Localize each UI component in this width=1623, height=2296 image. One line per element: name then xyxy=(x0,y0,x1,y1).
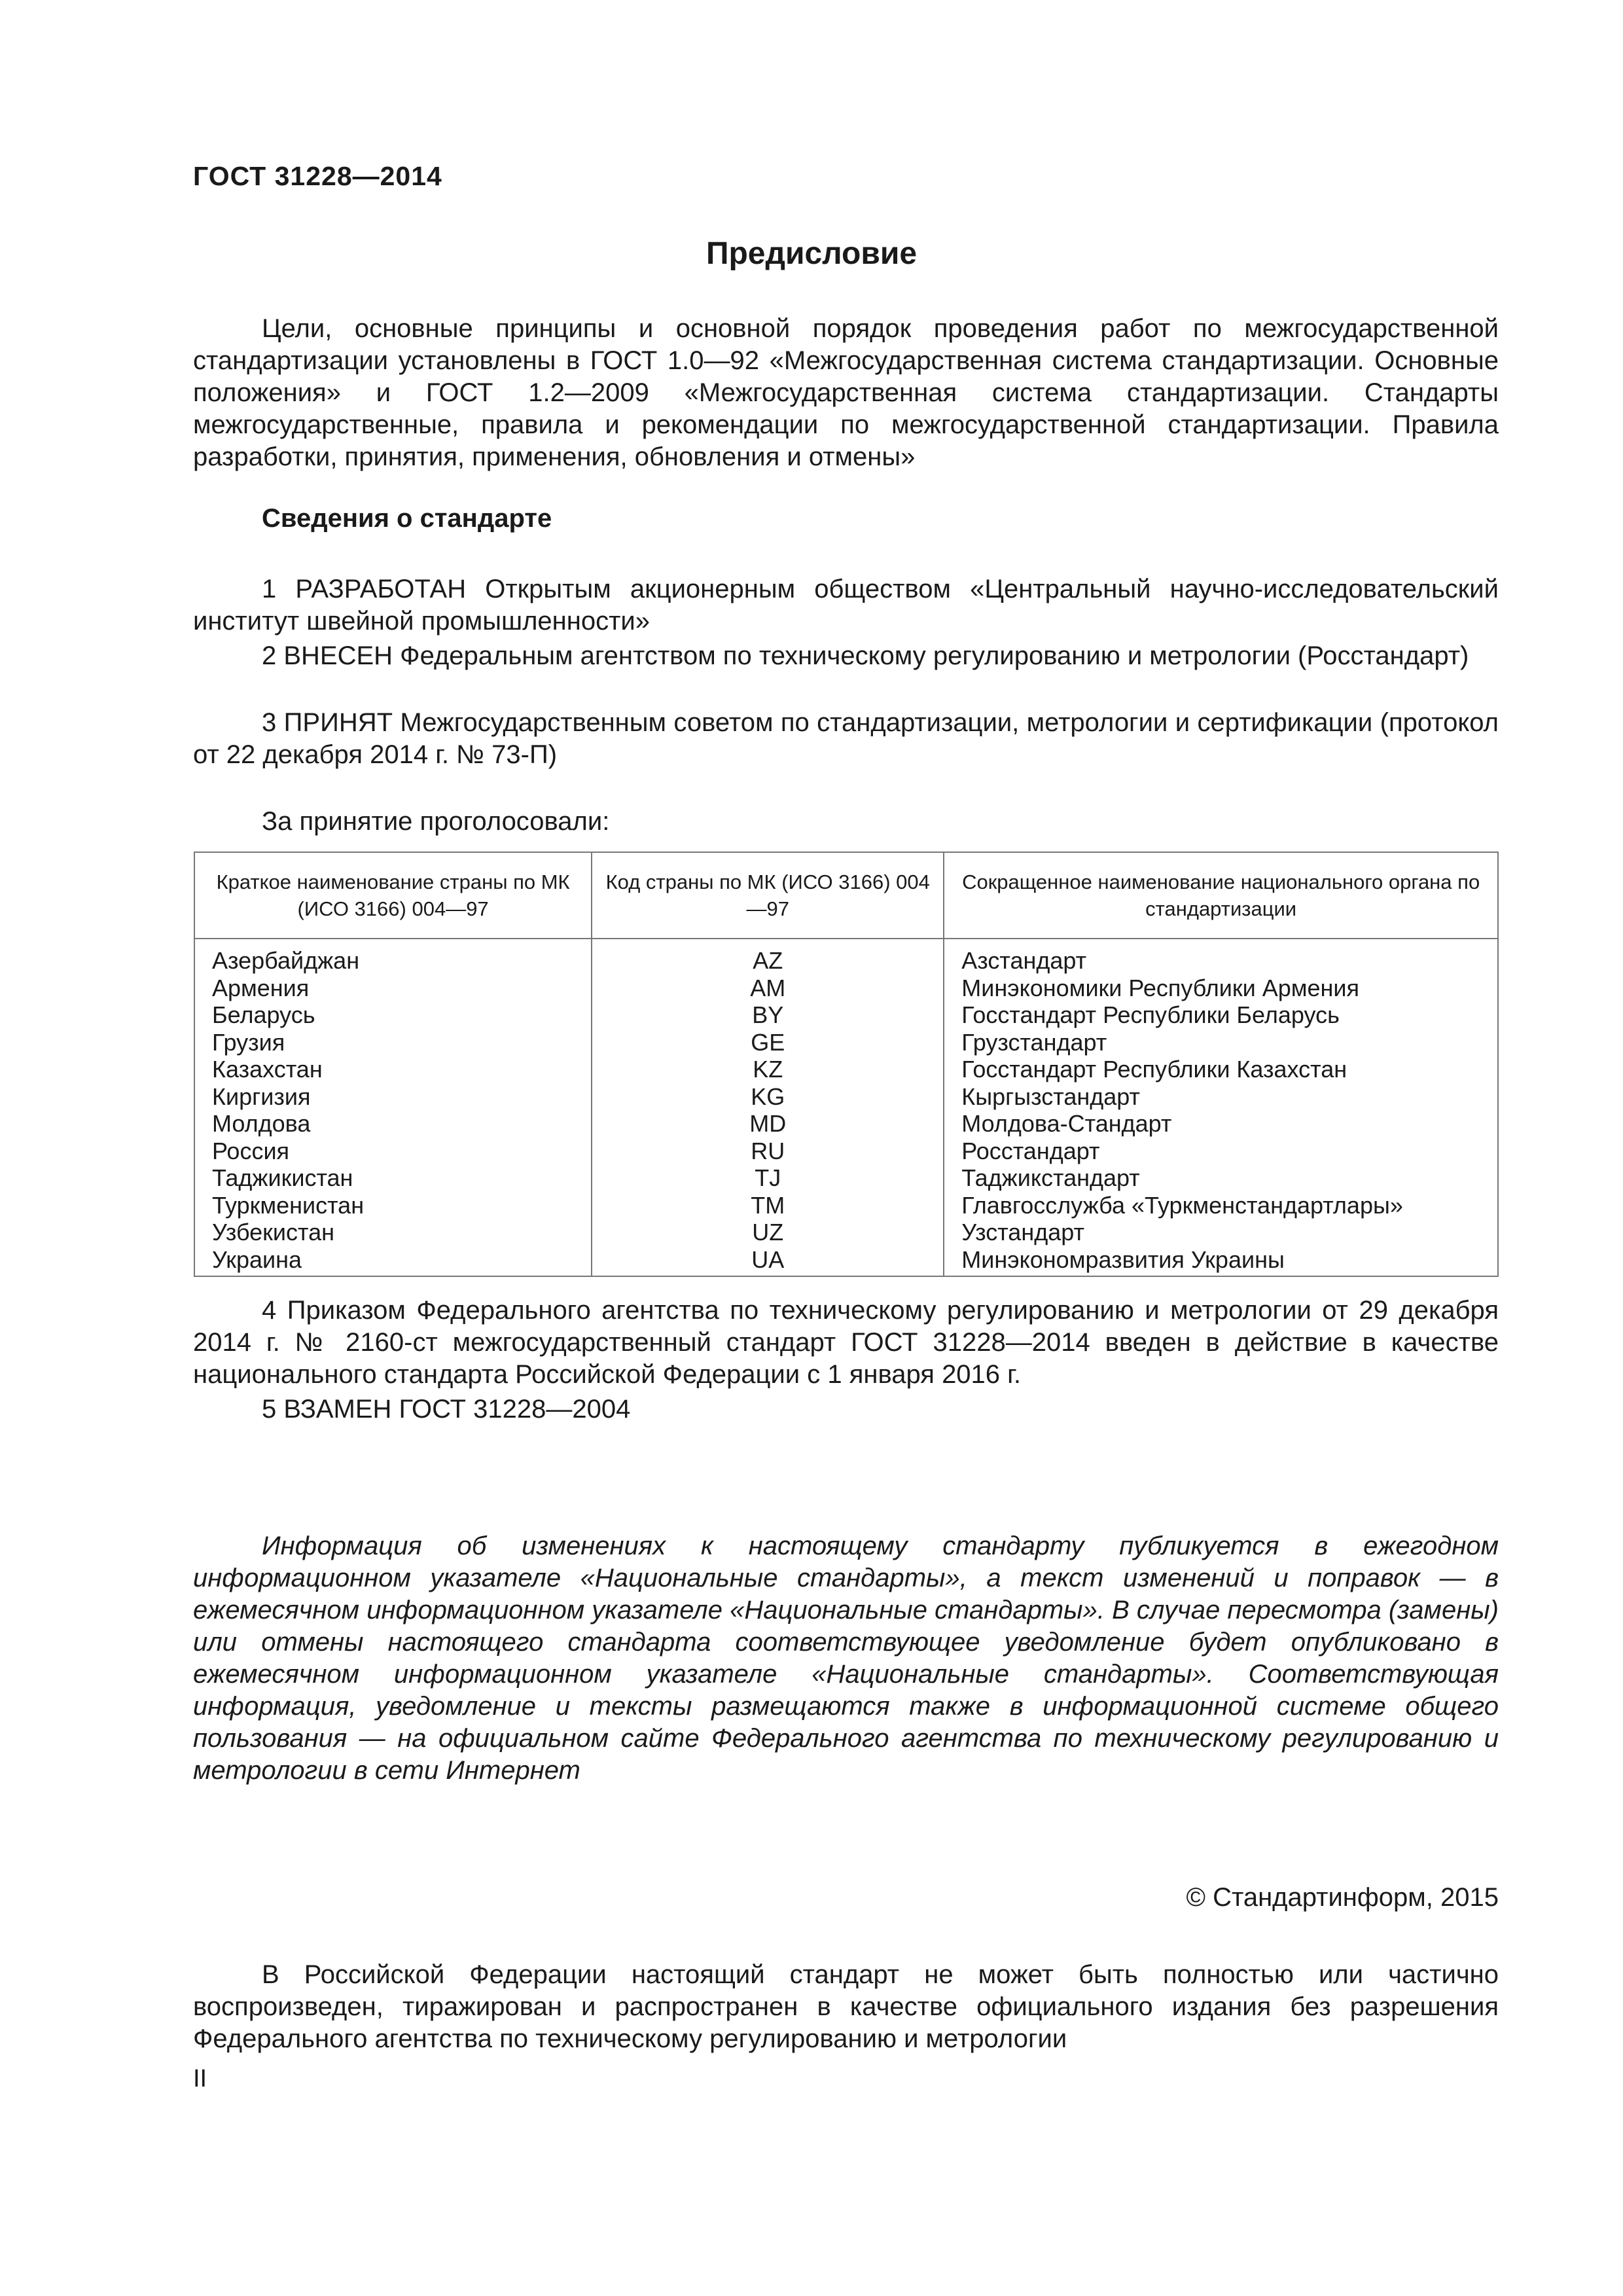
national-body-cell: Госстандарт Республики Беларусь xyxy=(944,1001,1498,1029)
item-3-paragraph: 3 ПРИНЯТ Межгосударственным советом по стандартизации, метрологии и сертификации (протокол от 22 декабря 2014 г. № 73-П) xyxy=(193,708,1499,769)
country-name-cell: Украина xyxy=(194,1246,592,1277)
table-header-row xyxy=(194,852,1498,939)
national-body-cell: Росстандарт xyxy=(944,1138,1498,1165)
item-5-paragraph: 5 ВЗАМЕН ГОСТ 31228—2004 xyxy=(262,1395,631,1424)
header-national-body: Сокращенное наименование национального органа по стандартизации xyxy=(944,852,1498,939)
country-code-cell: RU xyxy=(592,1138,944,1165)
item-2-paragraph: 2 ВНЕСЕН Федеральным агентством по техническому регулированию и метрологии (Росстандарт) xyxy=(262,641,1469,670)
table-row xyxy=(194,1219,1498,1246)
national-body-cell: Грузстандарт xyxy=(944,1029,1498,1056)
national-body-cell: Минэкономики Республики Армения xyxy=(944,975,1498,1002)
country-code-cell: AZ xyxy=(592,939,944,975)
country-name-cell: Россия xyxy=(194,1138,592,1165)
table-row xyxy=(194,1083,1498,1111)
country-code-cell: UZ xyxy=(592,1219,944,1246)
country-name-cell: Таджикистан xyxy=(194,1164,592,1192)
national-body-cell: Кыргызстандарт xyxy=(944,1083,1498,1111)
table-row xyxy=(194,1192,1498,1219)
legal-paragraph: В Российской Федерации настоящий стандарт не может быть полностью или частично воспроизведен, тиражирован и распространен в качестве официального издания без разрешения Федерального агентства по техническому регулированию и метрологии xyxy=(193,1960,1499,2053)
country-name-cell: Беларусь xyxy=(194,1001,592,1029)
country-name-cell: Азербайджан xyxy=(194,939,592,975)
country-code-cell: TJ xyxy=(592,1164,944,1192)
national-body-cell: Главгосслужба «Туркменстандартлары» xyxy=(944,1192,1498,1219)
country-name-cell: Киргизия xyxy=(194,1083,592,1111)
item-1-paragraph: 1 РАЗРАБОТАН Открытым акционерным обществом «Центральный научно-исследовательский институт швейной промышленности» xyxy=(193,575,1499,636)
national-body-cell: Молдова-Стандарт xyxy=(944,1110,1498,1138)
country-code-cell: UA xyxy=(592,1246,944,1277)
table-row xyxy=(194,1110,1498,1138)
votes-table xyxy=(194,852,1499,1277)
national-body-cell: Азстандарт xyxy=(944,939,1498,975)
country-name-cell: Молдова xyxy=(194,1110,592,1138)
country-name-cell: Грузия xyxy=(194,1029,592,1056)
country-code-cell: TM xyxy=(592,1192,944,1219)
vote-lead: За принятие проголосовали: xyxy=(262,807,610,836)
country-code-cell: MD xyxy=(592,1110,944,1138)
table-row xyxy=(194,1138,1498,1165)
table-row xyxy=(194,975,1498,1002)
copyright-notice: © Стандартинформ, 2015 xyxy=(1186,1883,1499,1912)
country-code-cell: AM xyxy=(592,975,944,1002)
intro-paragraph: Цели, основные принципы и основной порядок проведения работ по межгосударственной стандартизации установлены в ГОСТ 1.0—92 «Межгосударственная система стандартизации. Основные положения» и ГОСТ 1.2—2009 «Межгосударственная система стандартизации. Стандарты межгосударственные, правила и рекомендации по межгосударственной стандартизации. Правила разработки, принятия, применения, обновления и отмены» xyxy=(193,314,1499,471)
country-code-cell: KZ xyxy=(592,1056,944,1083)
table-row xyxy=(194,1001,1498,1029)
document-id: ГОСТ 31228—2014 xyxy=(193,161,442,191)
national-body-cell: Таджикстандарт xyxy=(944,1164,1498,1192)
national-body-cell: Госстандарт Республики Казахстан xyxy=(944,1056,1498,1083)
notice-paragraph: Информация об изменениях к настоящему стандарту публикуется в ежегодном информационном указателе «Национальные стандарты», а текст изменений и поправок — в ежемесячном информационном указателе «Национальные стандарты». В случае пересмотра (замены) или отмены настоящего стандарта соответствующее уведомление будет опубликовано в ежемесячном информационном указателе «Национальные стандарты». Соответствующая информация, уведомление и тексты размещаются также в информационной системе общего пользования — на официальном сайте Федерального агентства по техническому регулированию и метрологии в сети Интернет xyxy=(193,1532,1499,1785)
national-body-cell: Минэкономразвития Украины xyxy=(944,1246,1498,1277)
national-body-cell: Узстандарт xyxy=(944,1219,1498,1246)
country-code-cell: KG xyxy=(592,1083,944,1111)
header-country-code: Код страны по МК (ИСО 3166) 004—97 xyxy=(592,852,944,939)
table-row xyxy=(194,1246,1498,1277)
table-row xyxy=(194,1029,1498,1056)
page-number: II xyxy=(193,2065,207,2092)
table-row xyxy=(194,1164,1498,1192)
item-4-paragraph: 4 Приказом Федерального агентства по техническому регулированию и метрологии от 29 декабря 2014 г. № 2160-ст межгосударственный стандарт ГОСТ 31228—2014 введен в действие в качестве национального стандарта Российской Федерации с 1 января 2016 г. xyxy=(193,1296,1499,1389)
country-code-cell: GE xyxy=(592,1029,944,1056)
table-row xyxy=(194,1056,1498,1083)
header-country-name: Краткое наименование страны по МК (ИСО 3166) 004—97 xyxy=(194,852,592,939)
page-title: Предисловие xyxy=(705,236,918,271)
info-heading: Сведения о стандарте xyxy=(262,504,552,533)
table-row xyxy=(194,939,1498,975)
country-code-cell: BY xyxy=(592,1001,944,1029)
country-name-cell: Туркменистан xyxy=(194,1192,592,1219)
country-name-cell: Армения xyxy=(194,975,592,1002)
country-name-cell: Узбекистан xyxy=(194,1219,592,1246)
country-name-cell: Казахстан xyxy=(194,1056,592,1083)
